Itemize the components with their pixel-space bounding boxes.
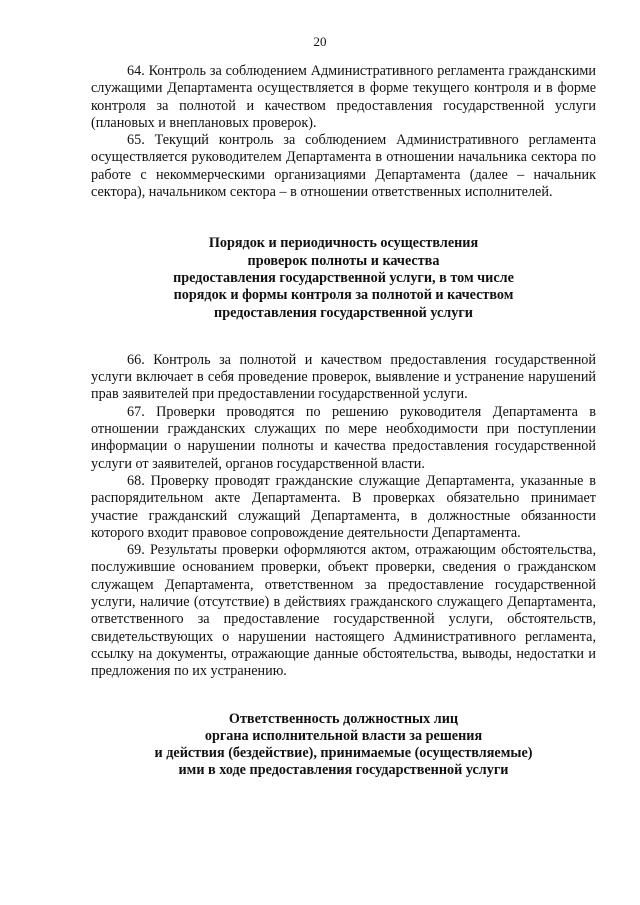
heading-line: предоставления государственной услуги, в том числе [173, 269, 514, 286]
section-heading-inspections [91, 235, 596, 321]
page-number: 20 [313, 34, 327, 49]
paragraph-66: 66. Контроль за полнотой и качеством предоставления государственной услуги включает в себя проведение проверок, выявление и устранение нарушений прав заявителей при предоставлении государственной услуги. [91, 351, 596, 403]
section-heading-responsibility [91, 711, 596, 780]
heading-line: проверок полноты и качества [247, 252, 440, 269]
paragraph-64: 64. Контроль за соблюдением Административного регламента гражданскими служащими Департамента осуществляется в форме текущего контроля и в форме контроля за полнотой и качеством предоставления государственной услуги (плановых и внеплановых проверок). [91, 63, 596, 131]
heading-line: Порядок и периодичность осуществления [208, 235, 479, 252]
spacer [91, 201, 596, 235]
heading-line: и действия (бездействие), принимаемые (осуществляемые) [154, 745, 533, 762]
paragraph-67: 67. Проверки проводятся по решению руководителя Департамента в отношении гражданских служащих по мере необходимости при поступлении информации о нарушении полноты и качества предоставления государственной услуги от заявителей, органов государственной власти. [91, 403, 596, 472]
heading-line: предоставления государственной услуги [214, 304, 473, 321]
heading-line: порядок и формы контроля за полнотой и качеством [173, 287, 514, 304]
paragraph-65: 65. Текущий контроль за соблюдением Административного регламента осуществляется руководителем Департамента в отношении начальника сектора по работе с некоммерческими организациями Департамента (далее – начальник сектора), начальником сектора – в отношении ответственных исполнителей. [91, 132, 596, 201]
paragraph-69: 69. Результаты проверки оформляются актом, отражающим обстоятельства, послужившие основанием проверки, объект проверки, сведения о гражданском служащем Департамента, ответственном за предоставление государственной услуги, наличие (отсутствие) в действиях гражданского служащего Департамента, ответственного за предоставление государственной услуги, обстоятельств, свидетельствующих о нарушении настоящего Административного регламента, ссылку на документы, отражающие данные обстоятельства, выводы, недостатки и предложения по их устранению. [91, 542, 596, 680]
heading-line: ими в ходе предоставления государственной услуги [178, 762, 509, 779]
paragraph-68: 68. Проверку проводят гражданские служащие Департамента, указанные в распорядительном акте Департамента. В проверках обязательно принимает участие гражданский служащий Департамента, в должностные обязанности которого входит правовое сопровождение деятельности Департамента. [91, 472, 596, 541]
heading-line: органа исполнительной власти за решения [204, 727, 483, 744]
spacer [91, 681, 596, 711]
document-body [91, 63, 596, 780]
spacer [91, 322, 596, 352]
heading-line: Ответственность должностных лиц [228, 710, 459, 727]
